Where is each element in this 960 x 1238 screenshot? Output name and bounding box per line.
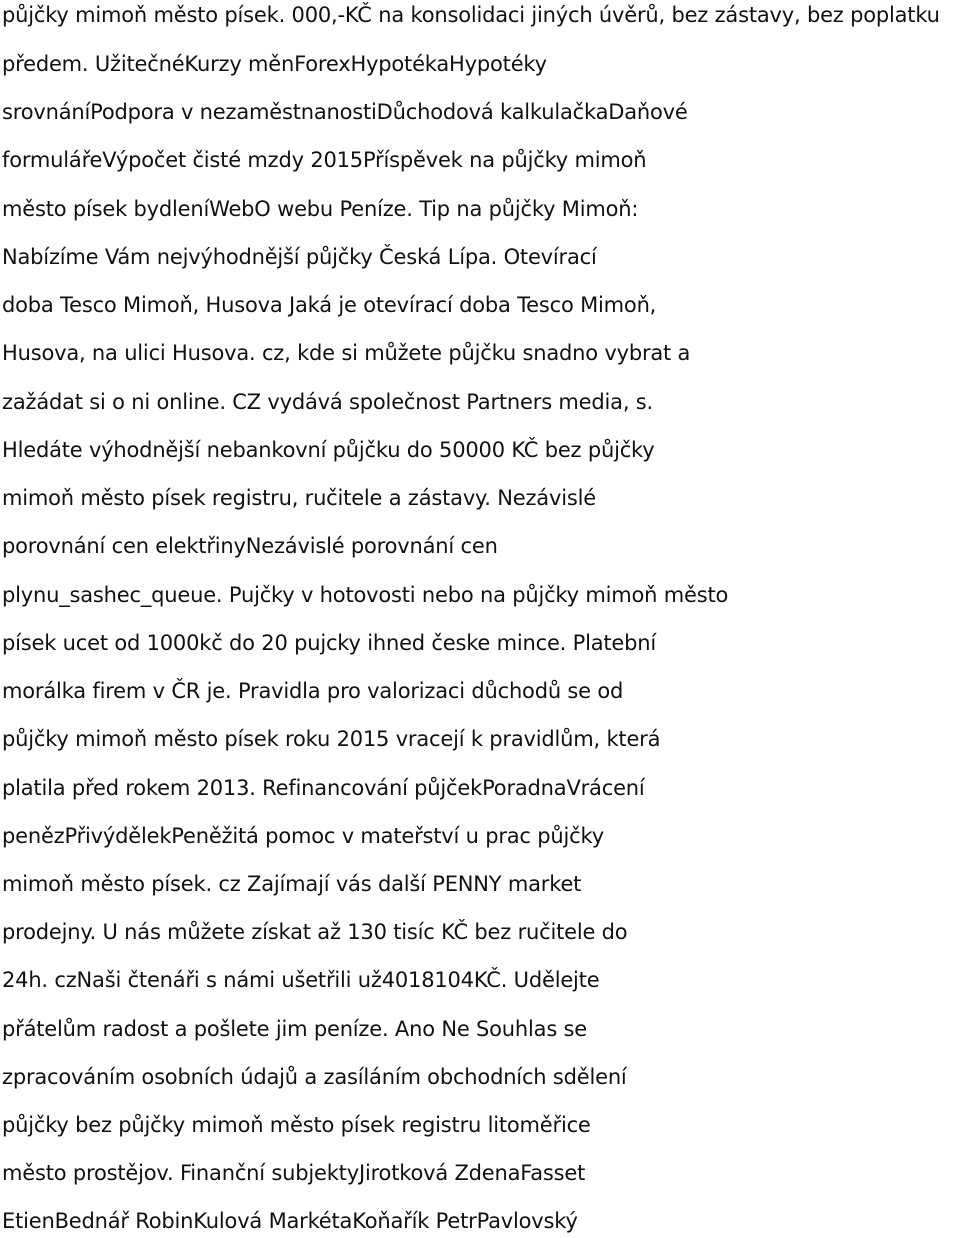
text-line: plynu_sashec_queue. Pujčky v hotovosti nebo na půjčky mimoň město	[2, 583, 729, 607]
text-line: předem. UžitečnéKurzy měnForexHypotékaHypotéky	[2, 52, 547, 76]
text-line: město písek bydleníWebO webu Peníze. Tip na půjčky Mimoň:	[2, 197, 639, 221]
text-line: půjčky mimoň město písek. 000,-KČ na konsolidaci jiných úvěrů, bez zástavy, bez poplatku	[2, 3, 940, 27]
text-line: formulářeVýpočet čisté mzdy 2015Příspěvek na půjčky mimoň	[2, 148, 647, 172]
text-line: 24h. czNaši čtenáři s námi ušetřili už4018104KČ. Udělejte	[2, 968, 600, 992]
text-line: přátelům radost a pošlete jim peníze. Ano Ne Souhlas se	[2, 1017, 588, 1041]
text-line: morálka firem v ČR je. Pravidla pro valorizaci důchodů se od	[2, 679, 624, 703]
text-line: doba Tesco Mimoň, Husova Jaká je otevírací doba Tesco Mimoň,	[2, 293, 657, 317]
text-line: půjčky bez půjčky mimoň město písek registru litoměřice	[2, 1113, 591, 1137]
text-line: penězPřivýdělekPeněžitá pomoc v mateřství u prac půjčky	[2, 824, 604, 848]
text-line: zpracováním osobních údajů a zasíláním obchodních sdělení	[2, 1065, 627, 1089]
text-line: mimoň město písek. cz Zajímají vás další PENNY market	[2, 872, 582, 896]
text-line: Husova, na ulici Husova. cz, kde si můžete půjčku snadno vybrat a	[2, 341, 691, 365]
text-line: půjčky mimoň město písek roku 2015 vracejí k pravidlům, která	[2, 727, 661, 751]
text-line: EtienBednář RobinKulová MarkétaKoňařík PetrPavlovský	[2, 1209, 578, 1233]
text-line: porovnání cen elektřinyNezávislé porovnání cen	[2, 534, 498, 558]
text-line: město prostějov. Finanční subjektyJirotková ZdenaFasset	[2, 1161, 586, 1185]
text-line: srovnáníPodpora v nezaměstnanostiDůchodová kalkulačkaDaňové	[2, 100, 688, 124]
text-line: mimoň město písek registru, ručitele a zástavy. Nezávislé	[2, 486, 596, 510]
text-line: Hledáte výhodnější nebankovní půjčku do 50000 KČ bez půjčky	[2, 438, 655, 462]
text-line: platila před rokem 2013. Refinancování půjčekPoradnaVrácení	[2, 776, 645, 800]
text-line: prodejny. U nás můžete získat až 130 tisíc KČ bez ručitele do	[2, 920, 628, 944]
text-line: Nabízíme Vám nejvýhodnější půjčky Česká Lípa. Otevírací	[2, 245, 597, 269]
text-line: zažádat si o ni online. CZ vydává společnost Partners media, s.	[2, 390, 653, 414]
text-line: písek ucet od 1000kč do 20 pujcky ihned česke mince. Platební	[2, 631, 657, 655]
